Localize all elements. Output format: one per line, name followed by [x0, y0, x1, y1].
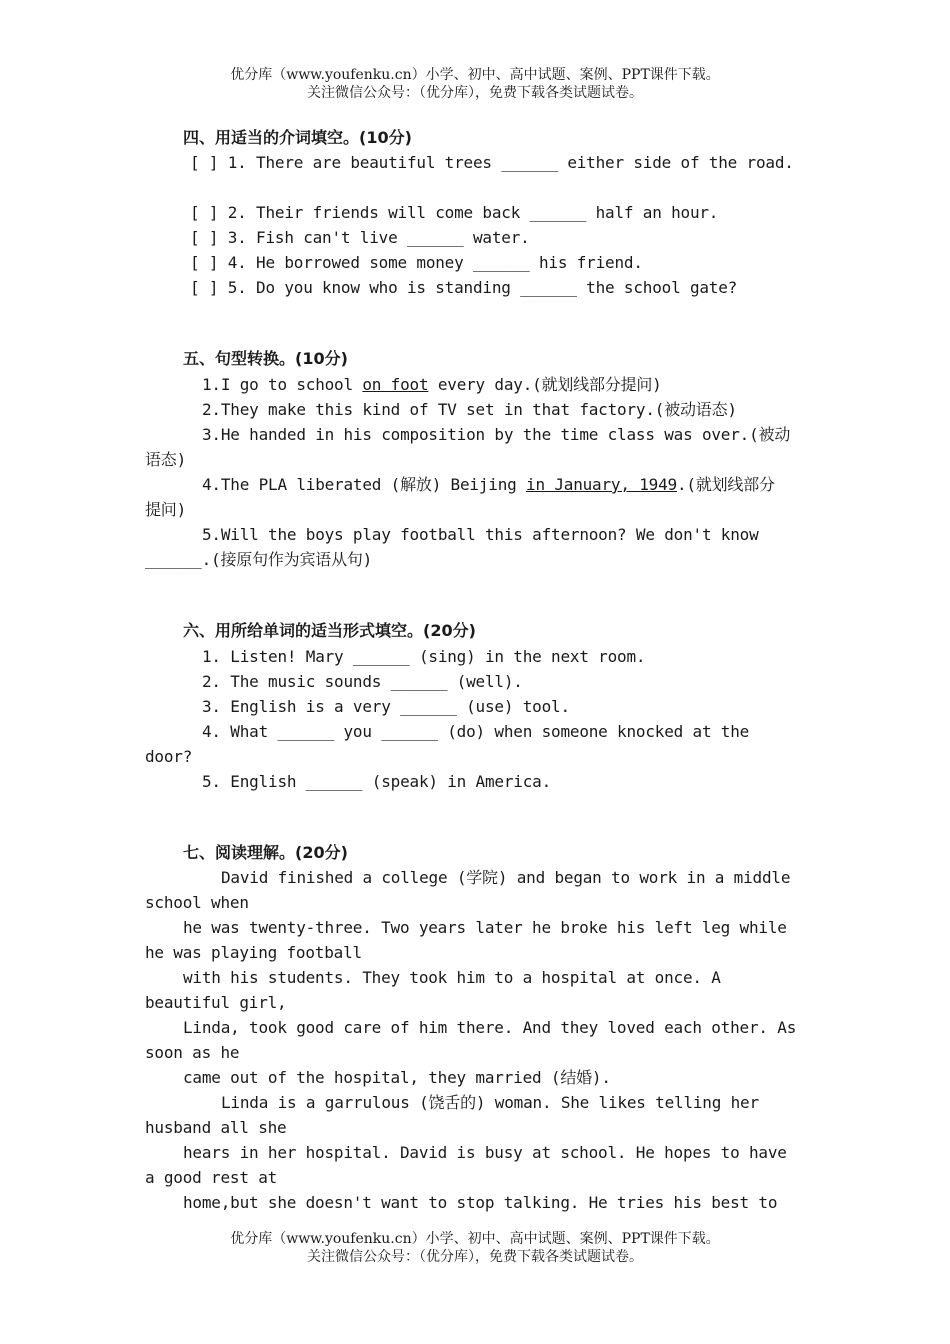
section-5-q5-line2: ______.(接原句作为宾语从句): [145, 550, 373, 569]
section-6-q5: 5. English ______ (speak) in America.: [202, 772, 552, 791]
section-6-q3: 3. English is a very ______ (use) tool.: [202, 697, 570, 716]
reading-line-6: beautiful girl,: [145, 993, 287, 1012]
header-line-2: 关注微信公众号：（优分库），免费下载各类试题试卷。: [307, 85, 643, 101]
section-7-title: 七、阅读理解。(20分): [183, 843, 348, 862]
q1-text-end: every day.(就划线部分提问): [428, 375, 662, 394]
section-5-q1: [202, 375, 662, 395]
section-4-item-5: [ ] 5. Do you know who is standing ______ the school gate?: [190, 278, 738, 297]
section-5-q3-line1: 3.He handed in his composition by the time class was over.(被动: [202, 425, 791, 444]
reading-line-13: a good rest at: [145, 1168, 278, 1187]
reading-line-12: hears in her hospital. David is busy at school. He hopes to have: [183, 1143, 787, 1162]
section-6-q1: 1. Listen! Mary ______ (sing) in the next room.: [202, 647, 646, 666]
q1-underlined: on foot: [362, 375, 429, 394]
reading-line-14: home,but she doesn't want to stop talking. He tries his best to: [183, 1193, 778, 1212]
section-4-item-4: [ ] 4. He borrowed some money ______ his friend.: [190, 253, 643, 272]
reading-line-7: Linda, took good care of him there. And they loved each other. As: [183, 1018, 797, 1037]
section-5-q5-line1: 5.Will the boys play football this afternoon? We don't know: [202, 525, 759, 544]
section-6-q2: 2. The music sounds ______ (well).: [202, 672, 523, 691]
section-5-q4-line1: [202, 475, 775, 495]
q4-underlined: in January, 1949: [526, 475, 677, 494]
reading-line-8: soon as he: [145, 1043, 240, 1062]
section-5-q3-line2: 语态): [145, 450, 187, 469]
reading-line-1: David finished a college (学院) and began to work in a middle: [221, 868, 791, 887]
reading-line-2: school when: [145, 893, 249, 912]
section-4-item-2: [ ] 2. Their friends will come back ______ half an hour.: [190, 203, 719, 222]
footer-line-2: 关注微信公众号：（优分库），免费下载各类试题试卷。: [307, 1249, 643, 1265]
reading-line-11: husband all she: [145, 1118, 287, 1137]
section-6-q4-line1: 4. What ______ you ______ (do) when someone knocked at the: [202, 722, 750, 741]
footer-line-1: 优分库（www.youfenku.cn）小学、初中、高中试题、案例、PPT课件下载。: [230, 1231, 720, 1247]
section-4-item-3: [ ] 3. Fish can't live ______ water.: [190, 228, 530, 247]
section-6-q4-line2: door?: [145, 747, 193, 766]
reading-line-3: he was twenty-three. Two years later he broke his left leg while: [183, 918, 787, 937]
section-6-title: 六、用所给单词的适当形式填空。(20分): [183, 621, 476, 640]
reading-line-10: Linda is a garrulous (饶舌的) woman. She likes telling her: [221, 1093, 759, 1112]
section-4-title: 四、用适当的介词填空。(10分): [183, 128, 412, 147]
q4-text-start: 4.The PLA liberated (解放) Beijing: [202, 475, 527, 494]
reading-line-5: with his students. They took him to a hospital at once. A: [183, 968, 721, 987]
reading-line-4: he was playing football: [145, 943, 362, 962]
section-4-item-1: [ ] 1. There are beautiful trees ______ either side of the road.: [190, 153, 794, 172]
section-5-q4-line2: 提问): [145, 500, 187, 519]
section-5-q2: 2.They make this kind of TV set in that factory.(被动语态): [202, 400, 737, 419]
header-line-1: 优分库（www.youfenku.cn）小学、初中、高中试题、案例、PPT课件下载。: [230, 67, 720, 83]
reading-line-9: came out of the hospital, they married (结婚).: [183, 1068, 611, 1087]
q1-text-start: 1.I go to school: [202, 375, 363, 394]
q4-text-end: .(就划线部分: [676, 475, 775, 494]
section-5-title: 五、句型转换。(10分): [183, 349, 348, 368]
